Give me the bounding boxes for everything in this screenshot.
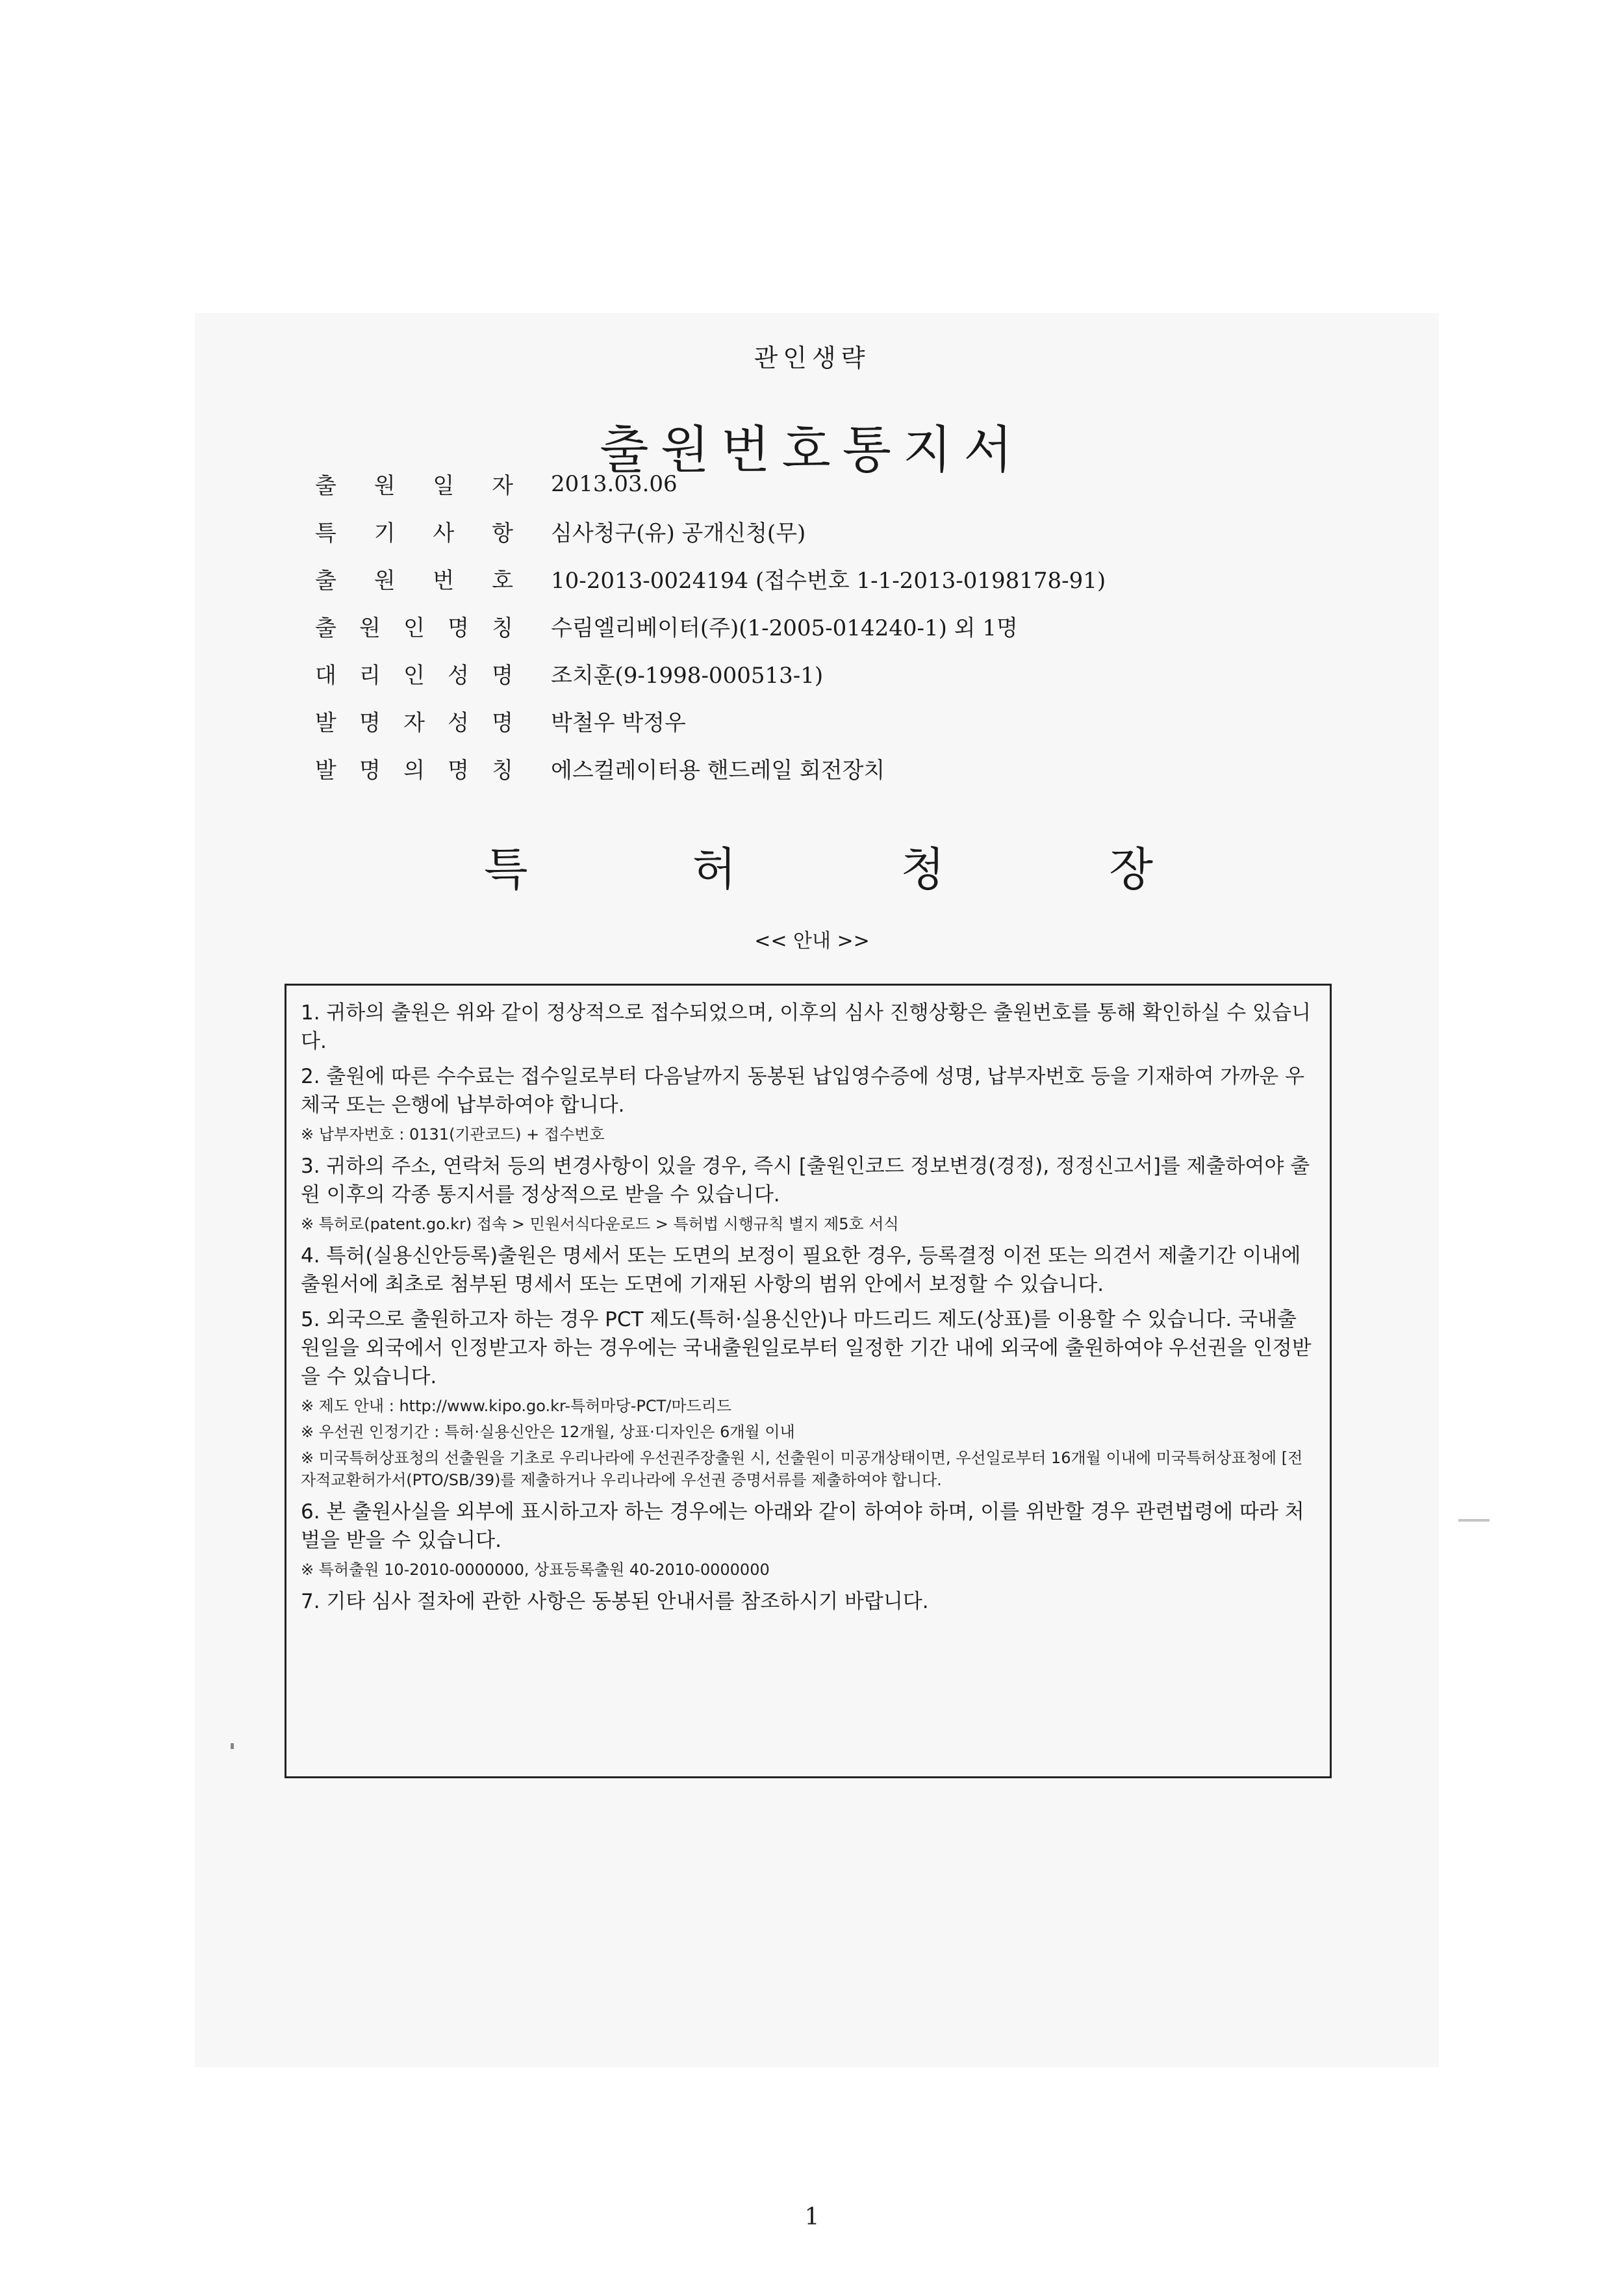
info-label-char: 대 — [315, 663, 336, 689]
info-label-char: 성 — [448, 663, 469, 689]
info-label-char: 원 — [359, 615, 381, 641]
notice-text: 5. 외국으로 출원하고자 하는 경우 PCT 제도(특허·실용신안)나 마드리드 제도(상표)를 이용할 수 있습니다. 국내출원일을 외국에서 인정받고자 하는 경우에는 국내출원일로부터 일정한 기간 내에 외국에 출원하여야 우선권을 인정받을 수 있습니다. — [301, 1308, 1312, 1388]
info-label-char: 명 — [359, 710, 381, 736]
info-value: 2013.03.06 — [551, 470, 678, 497]
info-label-char: 호 — [492, 568, 513, 594]
info-label — [315, 658, 513, 689]
info-label-char: 사 — [433, 520, 455, 546]
info-label-char: 출 — [315, 568, 336, 594]
info-value: 박철우 박정우 — [551, 710, 686, 736]
info-label — [315, 610, 513, 642]
info-label-char: 명 — [448, 615, 469, 641]
scan-speck — [1458, 1519, 1490, 1522]
info-label-char: 일 — [433, 473, 455, 499]
info-label-char: 발 — [315, 758, 336, 784]
info-label-char: 인 — [403, 615, 425, 641]
info-row — [315, 460, 1354, 507]
notice-note: ※ 특허로(patent.go.kr) 접속 > 민원서식다운로드 > 특허법 시행규칙 별지 제5호 서식 — [301, 1215, 899, 1233]
notice-item — [301, 1062, 1315, 1145]
info-label — [315, 563, 513, 594]
info-value: 심사청구(유) 공개신청(무) — [551, 520, 806, 546]
info-value: 조치훈(9-1998-000513-1) — [551, 663, 824, 689]
info-label-char: 원 — [374, 473, 396, 499]
info-label-char: 인 — [403, 663, 425, 689]
info-label-char: 명 — [492, 710, 513, 736]
info-row — [315, 745, 1354, 792]
notice-note: ※ 제도 안내 : http://www.kipo.go.kr-특허마당-PCT/마드리드 — [301, 1397, 732, 1415]
info-label-char: 항 — [492, 520, 513, 546]
info-label-char: 출 — [315, 615, 336, 641]
notice-text: 6. 본 출원사실을 외부에 표시하고자 하는 경우에는 아래와 같이 하여야 하며, 이를 위반할 경우 관련법령에 따라 처벌을 받을 수 있습니다. — [301, 1500, 1304, 1552]
info-label-char: 번 — [433, 568, 455, 594]
info-label — [315, 752, 513, 784]
info-row — [315, 507, 1354, 555]
info-row — [315, 650, 1354, 697]
info-value: 10-2013-0024194 (접수번호 1-1-2013-0198178-91) — [551, 568, 1106, 594]
info-label-char: 자 — [492, 473, 513, 499]
notice-item — [301, 1498, 1315, 1581]
info-value: 수림엘리베이터(주)(1-2005-014240-1) 외 1명 — [551, 615, 1018, 641]
info-value: 에스컬레이터용 핸드레일 회전장치 — [551, 758, 885, 784]
info-label-char: 의 — [403, 758, 425, 784]
info-label-char: 발 — [315, 710, 336, 736]
notice-note: ※ 미국특허상표청의 선출원을 기초로 우리나라에 우선권주장출원 시, 선출원이 미공개상태이면, 우선일로부터 16개월 이내에 미국특허상표청에 [전자적교환허가서(PTO/SB/39)를 제출하거나 우리나라에 우선권 증명서류를 제출하여야 합니다. — [301, 1449, 1303, 1489]
document-title: 출원번호통지서 — [600, 421, 1024, 480]
notice-item — [301, 999, 1315, 1056]
info-label-char: 성 — [448, 710, 469, 736]
info-row — [315, 602, 1354, 650]
notice-text: 1. 귀하의 출원은 위와 같이 정상적으로 접수되었으며, 이후의 심사 진행상황은 출원번호를 통해 확인하실 수 있습니다. — [301, 1001, 1311, 1053]
notice-text: 4. 특허(실용신안등록)출원은 명세서 또는 도면의 보정이 필요한 경우, 등록결정 이전 또는 의견서 제출기간 이내에 출원서에 최초로 첨부된 명세서 또는 도면에 기재된 사항의 범위 안에서 보정할 수 있습니다. — [301, 1244, 1301, 1296]
info-label-char: 칭 — [492, 758, 513, 784]
info-label-char: 자 — [403, 710, 425, 736]
scan-speck — [231, 1743, 234, 1749]
office-char: 장 — [1109, 843, 1153, 896]
info-label — [315, 705, 513, 737]
notice-note: ※ 납부자번호 : 0131(기관코드) + 접수번호 — [301, 1125, 605, 1143]
info-label-char: 특 — [315, 520, 336, 546]
info-row — [315, 555, 1354, 602]
info-label-char: 명 — [359, 758, 381, 784]
application-info-table — [315, 460, 1354, 792]
info-label — [315, 515, 513, 547]
notice-item — [301, 1242, 1315, 1299]
guide-heading: << 안내 >> — [754, 930, 870, 952]
info-label-char: 출 — [315, 473, 336, 499]
info-row — [315, 697, 1354, 745]
info-label-char: 명 — [448, 758, 469, 784]
notice-text: 7. 기타 심사 절차에 관한 사항은 동봉된 안내서를 참조하시기 바랍니다. — [301, 1590, 929, 1613]
page-number: 1 — [804, 2204, 820, 2230]
notice-box — [285, 984, 1332, 1778]
notice-note: ※ 특허출원 10-2010-0000000, 상표등록출원 40-2010-0000000 — [301, 1561, 770, 1579]
notice-item — [301, 1587, 1315, 1616]
notice-item — [301, 1152, 1315, 1235]
notice-note: ※ 우선권 인정기간 : 특허·실용신안은 12개월, 상표·디자인은 6개월 이내 — [301, 1423, 795, 1441]
notice-text: 2. 출원에 따른 수수료는 접수일로부터 다음날까지 동봉된 납입영수증에 성명, 납부자번호 등을 기재하여 가까운 우체국 또는 은행에 납부하여야 합니다. — [301, 1065, 1305, 1117]
notice-item — [301, 1305, 1315, 1491]
info-label-char: 리 — [359, 663, 381, 689]
office-char: 허 — [692, 843, 737, 896]
info-label — [315, 468, 513, 500]
seal-omitted-note: 관인생략 — [754, 344, 870, 372]
office-char: 특 — [484, 843, 528, 896]
info-label-char: 명 — [492, 663, 513, 689]
info-label-char: 기 — [374, 520, 396, 546]
issuing-office — [484, 833, 1153, 899]
office-char: 청 — [900, 843, 945, 896]
notice-text: 3. 귀하의 주소, 연락처 등의 변경사항이 있을 경우, 즉시 [출원인코드 정보변경(경정), 정정신고서]를 제출하여야 출원 이후의 각종 통지서를 정상적으로 받을 수 있습니다. — [301, 1155, 1310, 1207]
info-label-char: 원 — [374, 568, 396, 594]
info-label-char: 칭 — [492, 615, 513, 641]
